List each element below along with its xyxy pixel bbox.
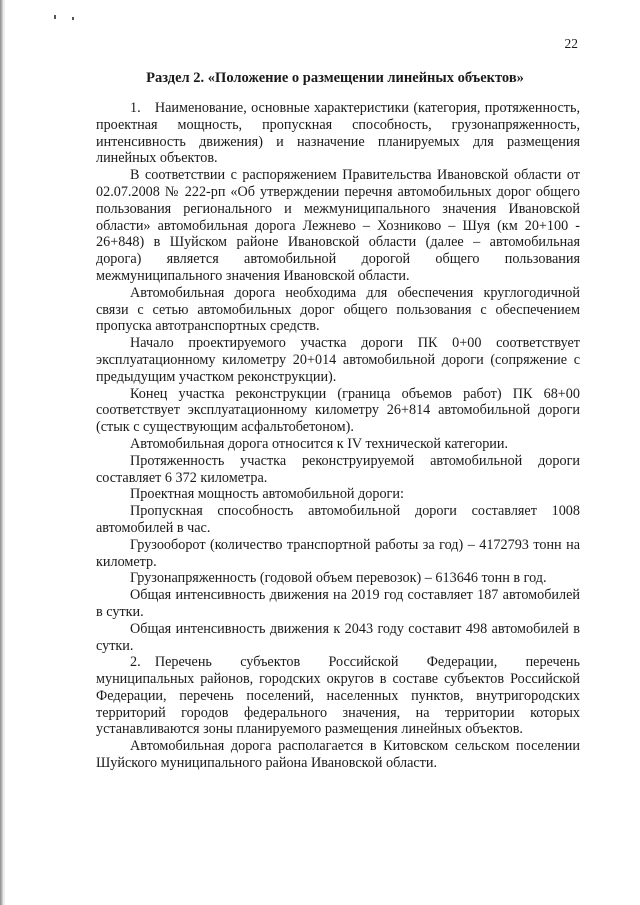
- paragraph: Автомобильная дорога необходима для обеспечения круглогодичной связи с сетью автомобильных дорог общего пользования с обеспечением пропуска автотранспортных средств.: [96, 284, 580, 335]
- paragraph: В соответствии с распоряжением Правительства Ивановской области от 02.07.2008 № 222-рп «Об утверждении перечня автомобильных дорог общего пользования регионального и межмуниципального значения Ивановской области» автомобильная дорога Лежнево – Хозниково – Шуя (км 20+100 - 26+848) в Шуйском районе Ивановской области (далее – автомобильная дорога) является автомобильной дорогой общего пользования межмуниципального значения Ивановской области.: [96, 167, 580, 284]
- paragraph: Автомобильная дорога располагается в Китовском сельском поселении Шуйского муниципального района Ивановской области.: [96, 738, 580, 772]
- paragraph-item-1-heading: 1. Наименование, основные характеристики (категория, протяженность, проектная мощность, пропускная способность, грузонапряженность, интенсивность движения) и назначение планируемых для размещения линейных объектов.: [96, 100, 580, 167]
- paragraph: Автомобильная дорога относится к IV технической категории.: [130, 435, 509, 452]
- paragraph: Пропускная способность автомобильной дороги составляет 1008 автомобилей в час.: [96, 503, 580, 536]
- paragraph: Грузооборот (количество транспортной работы за год) – 4172793 тонн на километр.: [96, 536, 580, 570]
- scan-edge-highlight: [3, 0, 5, 905]
- paragraph: Общая интенсивность движения к 2043 году составит 498 автомобилей в сутки.: [96, 620, 580, 654]
- scan-speck: [72, 17, 74, 20]
- scan-speck: [54, 15, 56, 19]
- document-body: [96, 100, 580, 772]
- paragraph: Грузонапряженность (годовой объем перевозок) – 613646 тонн в год.: [130, 570, 547, 587]
- page-number: 22: [564, 36, 578, 51]
- paragraph: Протяженность участка реконструируемой автомобильной дороги составляет 6 372 километра.: [96, 452, 580, 486]
- paragraph: Начало проектируемого участка дороги ПК 0+00 соответствует эксплуатационному километру 20+014 автомобильной дороги (сопряжение с предыдущим участком реконструкции).: [96, 335, 580, 385]
- paragraph: Общая интенсивность движения на 2019 год составляет 187 автомобилей в сутки.: [96, 587, 580, 620]
- paragraph: Конец участка реконструкции (граница объемов работ) ПК 68+00 соответствует эксплуатационному километру 26+814 автомобильной дороги (стык с существующим асфальтобетоном).: [96, 385, 580, 436]
- paragraph: Проектная мощность автомобильной дороги:: [130, 486, 404, 503]
- paragraph-item-2-heading: 2. Перечень субъектов Российской Федерации, перечень муниципальных районов, городских округов в составе субъектов Российской Федерации, перечень поселений, населенных пунктов, внутригородских территорий городов федерального значения, на территории которых устанавливаются зоны планируемого размещения линейных объектов.: [96, 654, 580, 738]
- section-title: Раздел 2. «Положение о размещении линейных объектов»: [146, 70, 524, 86]
